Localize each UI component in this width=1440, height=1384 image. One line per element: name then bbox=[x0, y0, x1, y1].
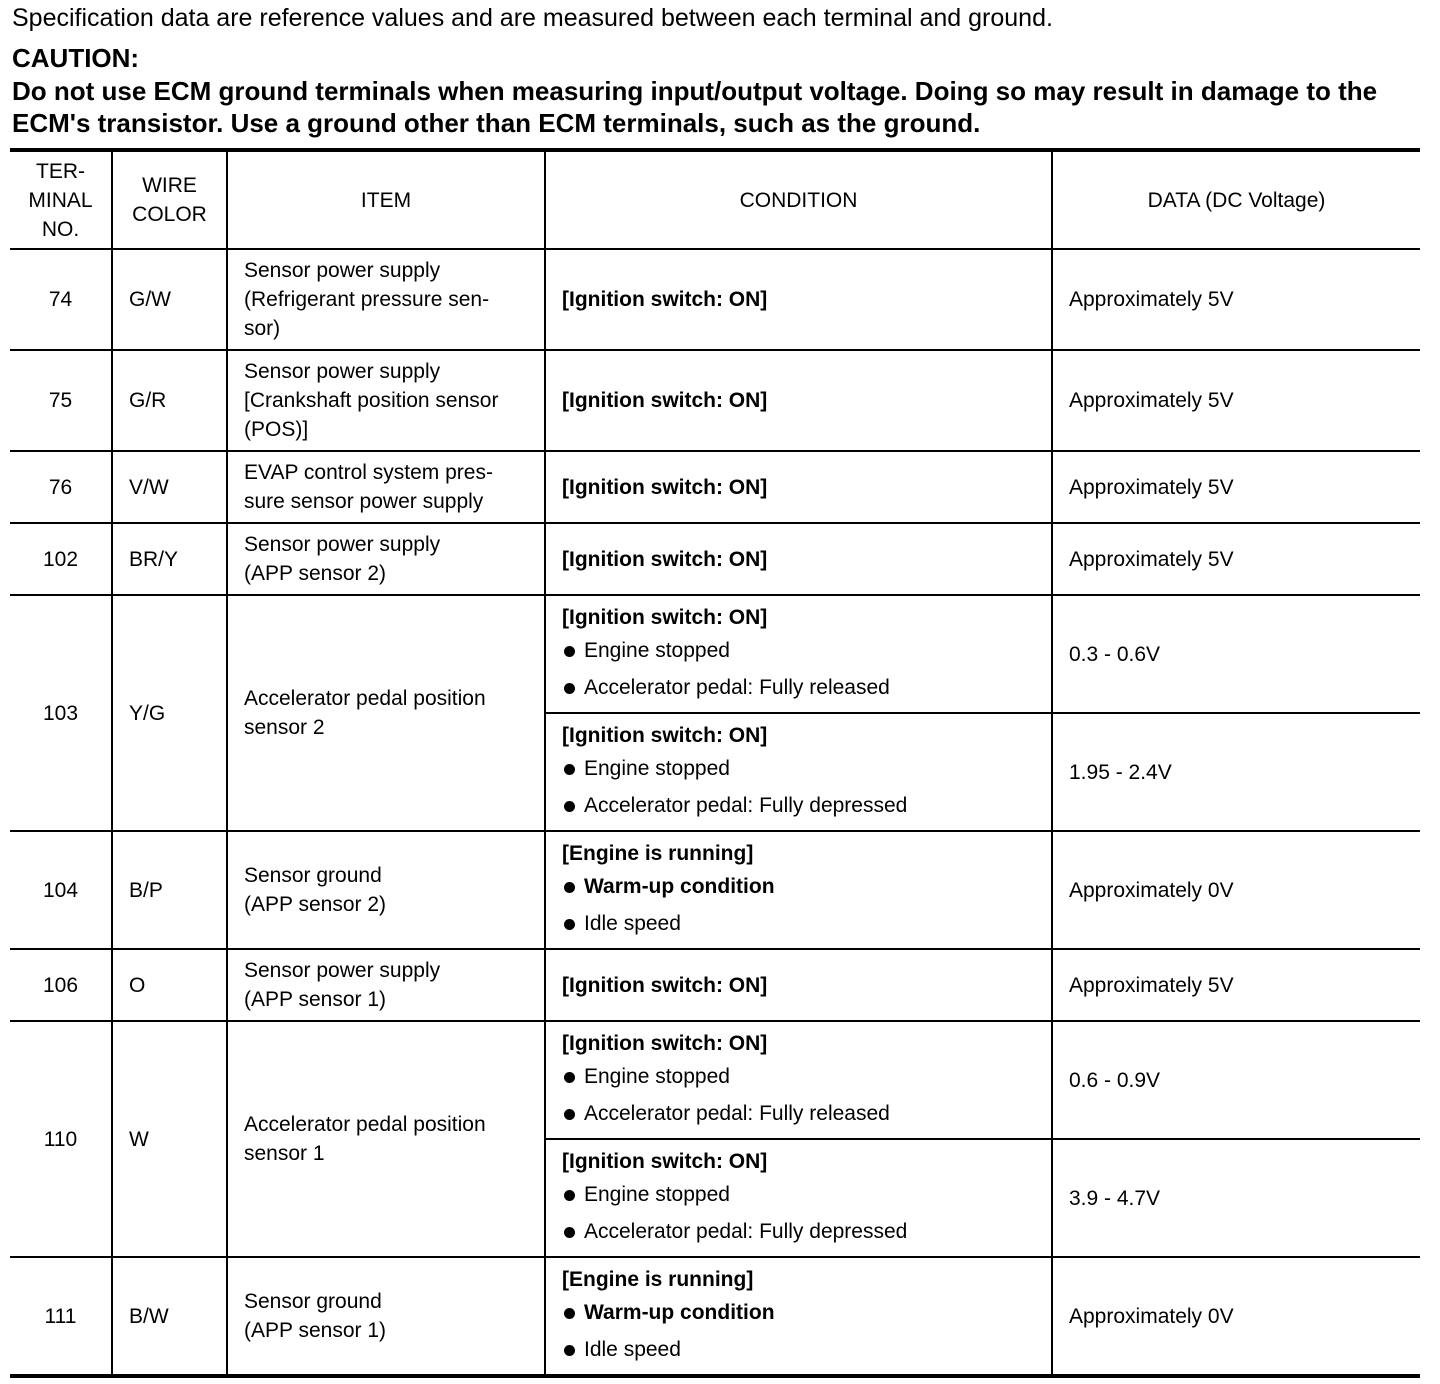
condition: [Engine is running] Warm-up condition Idle speed bbox=[545, 831, 1052, 949]
ecm-terminal-table bbox=[10, 148, 1420, 1378]
condition-bullet: Engine stopped bbox=[562, 1058, 1035, 1095]
condition: [Ignition switch: ON] Engine stopped Accelerator pedal: Fully released bbox=[545, 595, 1052, 713]
table-row bbox=[10, 949, 1420, 1021]
table-row bbox=[10, 249, 1420, 350]
condition: [Ignition switch: ON] bbox=[545, 350, 1052, 451]
condition-bullet: Warm-up condition bbox=[562, 868, 1035, 905]
condition-bullet: Accelerator pedal: Fully depressed bbox=[562, 1213, 1035, 1250]
intro-text: Specification data are reference values and are measured between each terminal and ground. bbox=[12, 4, 1053, 32]
wire-color: B/P bbox=[112, 831, 227, 949]
item-description: Sensor power supply (APP sensor 2) bbox=[227, 523, 545, 595]
condition-bullet: Accelerator pedal: Fully depressed bbox=[562, 787, 1035, 824]
table-row bbox=[10, 595, 1420, 713]
terminal-number: 75 bbox=[10, 350, 112, 451]
terminal-number: 102 bbox=[10, 523, 112, 595]
condition-bullet: Engine stopped bbox=[562, 1176, 1035, 1213]
condition-bullet: Engine stopped bbox=[562, 632, 1035, 669]
condition: [Ignition switch: ON] Engine stopped Accelerator pedal: Fully depressed bbox=[545, 1139, 1052, 1257]
table-row bbox=[10, 350, 1420, 451]
terminal-number: 111 bbox=[10, 1257, 112, 1376]
data-value: 3.9 - 4.7V bbox=[1052, 1139, 1420, 1257]
item-description: EVAP control system pres- sure sensor power supply bbox=[227, 451, 545, 523]
terminal-number: 103 bbox=[10, 595, 112, 831]
header-wire-color: WIRE COLOR bbox=[112, 150, 227, 249]
item-description: Accelerator pedal position sensor 2 bbox=[227, 595, 545, 831]
wire-color: G/W bbox=[112, 249, 227, 350]
data-value: Approximately 0V bbox=[1052, 1257, 1420, 1376]
wire-color: W bbox=[112, 1021, 227, 1257]
data-value: 0.6 - 0.9V bbox=[1052, 1021, 1420, 1139]
condition: [Ignition switch: ON] Engine stopped Accelerator pedal: Fully depressed bbox=[545, 713, 1052, 831]
data-value: 0.3 - 0.6V bbox=[1052, 595, 1420, 713]
terminal-number: 110 bbox=[10, 1021, 112, 1257]
item-description: Sensor power supply (Refrigerant pressure sen- sor) bbox=[227, 249, 545, 350]
condition-bullet: Accelerator pedal: Fully released bbox=[562, 1095, 1035, 1132]
data-value: Approximately 5V bbox=[1052, 523, 1420, 595]
table-row bbox=[10, 831, 1420, 949]
table-row bbox=[10, 523, 1420, 595]
wire-color: V/W bbox=[112, 451, 227, 523]
wire-color: G/R bbox=[112, 350, 227, 451]
condition: [Ignition switch: ON] bbox=[545, 451, 1052, 523]
wire-color: B/W bbox=[112, 1257, 227, 1376]
data-value: Approximately 5V bbox=[1052, 249, 1420, 350]
item-description: Sensor ground (APP sensor 1) bbox=[227, 1257, 545, 1376]
condition-bullet: Accelerator pedal: Fully released bbox=[562, 669, 1035, 706]
table-header-row bbox=[10, 150, 1420, 249]
table-row bbox=[10, 451, 1420, 523]
item-description: Sensor ground (APP sensor 2) bbox=[227, 831, 545, 949]
wire-color: Y/G bbox=[112, 595, 227, 831]
caution-title: CAUTION: bbox=[12, 43, 140, 73]
table-row bbox=[10, 1021, 1420, 1139]
item-description: Accelerator pedal position sensor 1 bbox=[227, 1021, 545, 1257]
terminal-number: 106 bbox=[10, 949, 112, 1021]
condition-bullet: Idle speed bbox=[562, 905, 1035, 942]
condition: [Ignition switch: ON] bbox=[545, 249, 1052, 350]
caution-text: Do not use ECM ground terminals when measuring input/output voltage. Doing so may result in damage to the ECM's transistor. Use a ground other than ECM terminals, such as the ground. bbox=[12, 76, 1378, 138]
item-description: Sensor power supply [Crankshaft position sensor (POS)] bbox=[227, 350, 545, 451]
data-value: Approximately 0V bbox=[1052, 831, 1420, 949]
data-value: Approximately 5V bbox=[1052, 451, 1420, 523]
condition-bullet: Warm-up condition bbox=[562, 1294, 1035, 1331]
condition: [Ignition switch: ON] bbox=[545, 523, 1052, 595]
table-row bbox=[10, 1257, 1420, 1376]
data-value: Approximately 5V bbox=[1052, 949, 1420, 1021]
header-data: DATA (DC Voltage) bbox=[1052, 150, 1420, 249]
header-item: ITEM bbox=[227, 150, 545, 249]
wire-color: BR/Y bbox=[112, 523, 227, 595]
terminal-number: 104 bbox=[10, 831, 112, 949]
condition: [Ignition switch: ON] bbox=[545, 949, 1052, 1021]
terminal-number: 76 bbox=[10, 451, 112, 523]
condition: [Engine is running] Warm-up condition Idle speed bbox=[545, 1257, 1052, 1376]
condition-bullet: Engine stopped bbox=[562, 750, 1035, 787]
data-value: Approximately 5V bbox=[1052, 350, 1420, 451]
wire-color: O bbox=[112, 949, 227, 1021]
item-description: Sensor power supply (APP sensor 1) bbox=[227, 949, 545, 1021]
data-value: 1.95 - 2.4V bbox=[1052, 713, 1420, 831]
header-terminal-no: TER- MINAL NO. bbox=[10, 150, 112, 249]
header-condition: CONDITION bbox=[545, 150, 1052, 249]
condition-bullet: Idle speed bbox=[562, 1331, 1035, 1368]
condition: [Ignition switch: ON] Engine stopped Accelerator pedal: Fully released bbox=[545, 1021, 1052, 1139]
terminal-number: 74 bbox=[10, 249, 112, 350]
